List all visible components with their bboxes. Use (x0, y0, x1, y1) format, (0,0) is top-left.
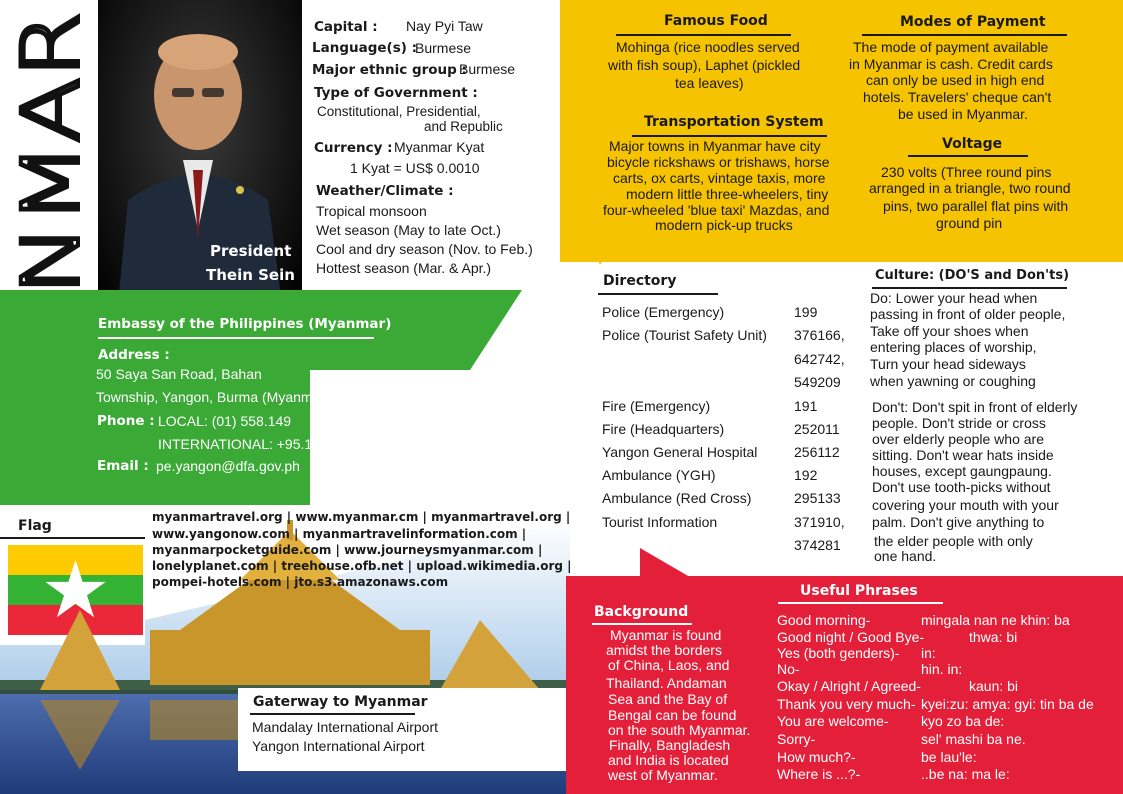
source-line: lonelyplanet.com | treehouse.ofb.net | upload.wikimedia.org | (152, 559, 572, 573)
directory-title: Directory (603, 273, 677, 289)
background-line: Thailand. Andaman (606, 675, 727, 691)
source-line: www.yangonow.com | myanmartravelinformation.com | (152, 527, 527, 541)
capital-value: Nay Pyi Taw (406, 18, 483, 34)
phrase-english: Good morning- (777, 612, 871, 628)
background-line: and India is located (608, 752, 729, 768)
food-title-underline (616, 34, 791, 36)
transport-line: four-wheeled 'blue taxi' Mazdas, and (603, 202, 830, 218)
food-title: Famous Food (664, 13, 768, 29)
gateway-item: Yangon International Airport (252, 738, 425, 754)
voltage-line: ground pin (936, 215, 1003, 231)
culture-title-underline (872, 287, 1067, 289)
phrase-myanmar: kyei:zu: amya: gyi: tin ba de (921, 696, 1094, 712)
culture-do-line: Take off your shoes when (870, 323, 1029, 339)
directory-entry-name: Police (Emergency) (602, 304, 725, 320)
government-value-2: and Republic (424, 119, 503, 134)
background-line: of China, Laos, and (608, 657, 730, 673)
phrase-myanmar: mingala nan ne khin: ba (921, 612, 1070, 628)
culture-do-line: Turn your head sideways (870, 356, 1026, 372)
culture-dont-line: over elderly people who are (872, 431, 1044, 447)
weather-item: Hottest season (Mar. & Apr.) (316, 260, 492, 276)
culture-do-line: when yawning or coughing (870, 373, 1036, 389)
phrase-myanmar: ..be na: ma le: (921, 766, 1010, 782)
address-label: Address : (98, 347, 170, 363)
food-line: Mohinga (rice noodles served (616, 39, 800, 55)
background-title: Background (594, 604, 689, 620)
phrase-english: You are welcome- (777, 713, 889, 729)
government-label: Type of Government : (314, 85, 478, 101)
president-label-2: Thein Sein (206, 266, 295, 284)
payment-title: Modes of Payment (900, 14, 1046, 30)
phrase-myanmar: sel' mashi ba ne. (921, 731, 1026, 747)
phrase-english: Where is ...?- (777, 766, 861, 782)
culture-dont-line: the elder people with only (874, 533, 1033, 549)
transport-title-underline (632, 135, 827, 137)
directory-entry-number: 642742, (794, 351, 845, 367)
background-line: on the south Myanmar. (608, 722, 751, 738)
phrase-english: No- (777, 661, 800, 677)
president-photo (98, 0, 302, 303)
directory-title-underline (598, 293, 718, 295)
culture-dont-line: Don't: Don't spit in front of elderly (872, 399, 1078, 415)
flag-label: Flag (18, 518, 52, 534)
directory-entry-name: Tourist Information (602, 514, 718, 530)
phrase-myanmar: kyo zo ba de: (921, 713, 1005, 729)
directory-entry-number: 252011 (794, 421, 840, 437)
food-line: with fish soup), Laphet (pickled (608, 57, 801, 73)
source-line: myanmarpocketguide.com | www.journeysmyanmar.com | (152, 543, 543, 557)
phrase-english: Good night / Good Bye- (777, 629, 925, 645)
phrase-english: Thank you very much- (777, 696, 916, 712)
culture-dont-line: sitting. Don't wear hats inside (872, 447, 1054, 463)
background-line: Sea and the Bay of (608, 691, 728, 707)
voltage-line: arranged in a triangle, two round (869, 180, 1071, 196)
capital-label: Capital : (314, 19, 378, 35)
phrase-myanmar: be lau'le: (921, 749, 977, 765)
phrase-english: Okay / Alright / Agreed- (777, 678, 921, 694)
phone-international: INTERNATIONAL: +95.1.558.149 (158, 436, 367, 452)
payment-line: in Myanmar is cash. Credit cards (849, 56, 1053, 72)
transport-line: modern little three-wheelers, tiny (626, 186, 829, 202)
directory-entry-name: Yangon General Hospital (602, 444, 758, 460)
currency-rate: 1 Kyat = US$ 0.0010 (350, 160, 480, 176)
phone-local: LOCAL: (01) 558.149 (158, 413, 292, 429)
background-text (606, 628, 776, 783)
directory-entry-number: 191 (794, 398, 818, 414)
address-line-2: Township, Yangon, Burma (Myanmar) (96, 389, 330, 405)
gateway-item: Mandalay International Airport (252, 719, 438, 735)
payment-line: The mode of payment available (853, 39, 1049, 55)
language-label: Language(s) : (312, 40, 418, 56)
phrases-title: Useful Phrases (800, 583, 918, 599)
transport-line: carts, ox carts, vintage taxis, more (613, 170, 826, 186)
voltage-title: Voltage (942, 136, 1003, 152)
background-line: west of Myanmar. (608, 767, 718, 783)
voltage-line: pins, two parallel flat pins with (883, 198, 1069, 214)
weather-item: Cool and dry season (Nov. to Feb.) (316, 241, 533, 257)
currency-value: Myanmar Kyat (394, 139, 485, 155)
background-line: Finally, Bangladesh (609, 737, 731, 753)
directory-entry-number: 192 (794, 467, 818, 483)
culture-do-line: entering places of worship, (870, 339, 1037, 355)
directory-entry-number: 295133 (794, 490, 841, 506)
payment-line: be used in Myanmar. (898, 106, 1028, 122)
weather-item: Wet season (May to late Oct.) (316, 222, 501, 238)
payment-line: can only be used in high end (866, 72, 1045, 88)
food-line: tea leaves) (675, 75, 744, 91)
culture-dont-line: palm. Don't give anything to (872, 514, 1045, 530)
background-title-underline (592, 623, 692, 625)
transport-title: Transportation System (644, 114, 824, 130)
weather-item: Tropical monsoon (316, 203, 427, 219)
directory-entry-name: Fire (Headquarters) (602, 421, 725, 437)
phrase-english: How much?- (777, 749, 856, 765)
phrases-title-underline (778, 602, 943, 604)
culture-dont-line: Don't use tooth-picks without (872, 479, 1051, 495)
directory-entry-number: 256112 (794, 444, 840, 460)
culture-title: Culture: (DO'S and Don'ts) (875, 268, 1070, 283)
transport-line: modern pick-up trucks (655, 217, 793, 233)
embassy-title: Embassy of the Philippines (Myanmar) (98, 316, 392, 332)
directory-entry-number: 376166, (794, 327, 845, 343)
phrase-english: Sorry- (777, 731, 816, 747)
background-line: Myanmar is found (610, 627, 722, 643)
directory-entry-number: 199 (794, 304, 818, 320)
currency-label: Currency : (314, 140, 393, 156)
ethnic-label: Major ethnic group : (312, 62, 467, 78)
ethnic-value: Burmese (459, 61, 516, 77)
voltage-title-underline (908, 155, 1028, 157)
transport-line: Major towns in Myanmar have city (609, 138, 821, 154)
source-line: myanmartravel.org | www.myanmar.cm | myanmartravel.org | (152, 510, 571, 524)
culture-dont-line: one hand. (874, 548, 937, 564)
directory-entry-name: Ambulance (YGH) (602, 467, 716, 483)
phrase-myanmar: in: (921, 645, 936, 661)
email-value[interactable]: pe.yangon@dfa.gov.ph (156, 458, 300, 474)
transport-line: bicycle rickshaws or trishaws, horse (607, 154, 830, 170)
weather-label: Weather/Climate : (316, 183, 454, 199)
culture-dont-line: covering your mouth with your (872, 497, 1059, 513)
embassy-title-underline (98, 337, 374, 339)
culture-do-line: Do: Lower your head when (870, 290, 1038, 306)
directory-entry-number: 374281 (794, 537, 841, 553)
directory-entry-name: Ambulance (Red Cross) (602, 490, 752, 506)
payment-title-underline (862, 34, 1067, 36)
email-label: Email : (97, 458, 149, 474)
directory-entry-name: Fire (Emergency) (602, 398, 711, 414)
phone-label: Phone : (97, 413, 155, 429)
directory-entry-number: 371910, (794, 514, 845, 530)
language-value: Burmese (415, 40, 472, 56)
government-value-1: Constitutional, Presidential, (317, 104, 481, 119)
phrase-myanmar: hin. in: (921, 661, 963, 677)
payment-line: hotels. Travelers' cheque can't (863, 89, 1052, 105)
culture-dont-line: people. Don't stride or cross (872, 415, 1046, 431)
phrase-english: Yes (both genders)- (777, 645, 900, 661)
gateway-title-underline (250, 713, 415, 715)
source-line: pompei-hotels.com | jto.s3.amazonaws.com (152, 575, 449, 589)
gateway-title: Gaterway to Myanmar (253, 694, 428, 710)
address-line-1: 50 Saya San Road, Bahan (96, 366, 262, 382)
voltage-line: 230 volts (Three round pins (881, 164, 1052, 180)
background-line: amidst the borders (606, 642, 722, 658)
phrase-myanmar: thwa: bi (969, 629, 1018, 645)
background-line: Bengal can be found (608, 707, 737, 723)
directory-entry-number: 549209 (794, 374, 841, 390)
culture-dont-line: houses, except gaungpaung. (872, 463, 1052, 479)
phrase-myanmar: kaun: bi (969, 678, 1019, 694)
directory-entry-name: Police (Tourist Safety Unit) (602, 327, 767, 343)
president-label-1: President (210, 242, 292, 260)
culture-do-line: passing in front of older people, (870, 306, 1066, 322)
